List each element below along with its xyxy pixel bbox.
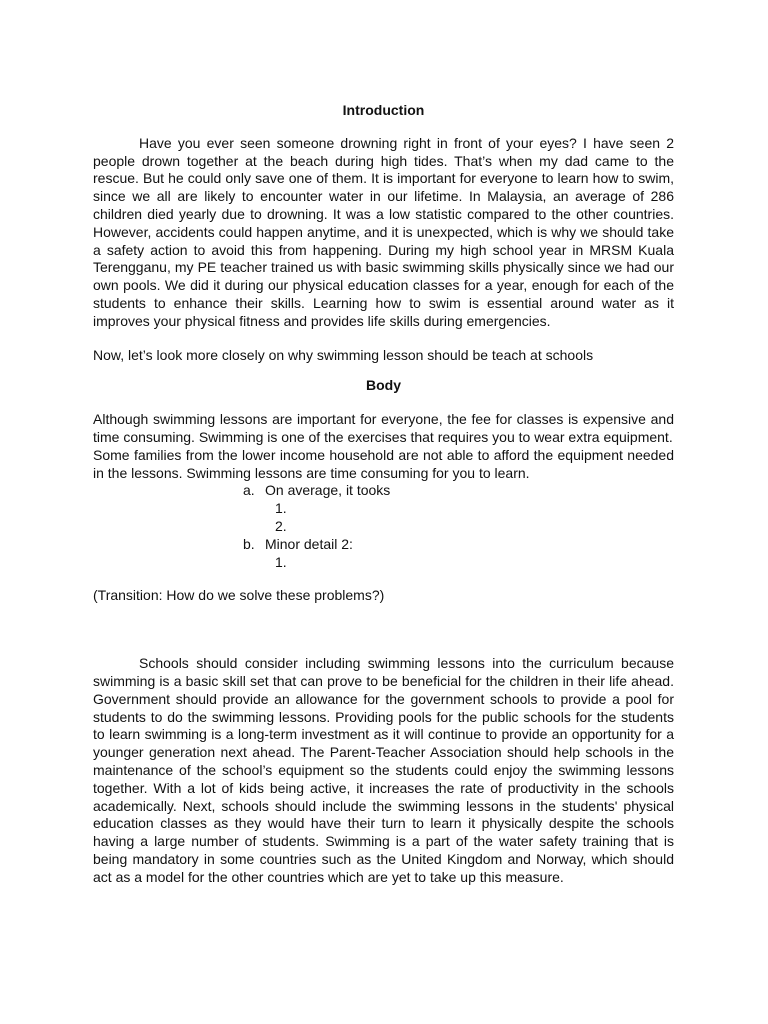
introduction-paragraph: Have you ever seen someone drowning right in front of your eyes? I have seen 2 people drown together at the beach during high tides. That’s when my dad came to the rescue. But he could only save one of them. It is important for everyone to learn how to swim, since we all are likely to encounter water in our lifetime. In Malaysia, an average of 286 children died yearly due to drowning. It was a low statistic compared to the other countries. However, accidents could happen anytime, and it is unexpected, which is why we should take a safety action to avoid this from happening. During my high school year in MRSM Kuala Terengganu, my PE teacher trained us with basic swimming skills physically since we had our own pools. We did it during our physical education classes for a year, enough for each of the students to enhance their skills. Learning how to swim is essential around water as it improves your physical fitness and provides life skills during emergencies. — [93, 134, 674, 329]
body-paragraph-1: Although swimming lessons are important for everyone, the fee for classes is expensive and time consuming. Swimming is one of the exercises that requires you to wear extra equipment. — [93, 411, 674, 445]
document-page — [93, 102, 674, 886]
body-paragraph-3: Schools should consider including swimming lessons into the curriculum because swimming is a basic skill set that can prove to be beneficial for the children in their life ahead. Government should provide an allowance for the government schools to provide a pool for students to do the swimming lessons. Providing pools for the public schools for the students to learn swimming is a long-term investment as it will continue to provide an opportunity for a younger generation next ahead. The Parent-Teacher Association should help schools in the maintenance of the school’s equipment so the students could enjoy the swimming lessons together. With a lot of kids being active, it increases the rate of productivity in the schools academically. Next, schools should include the swimming lessons in the students' physical education classes as they would have their turn to learn it physically despite the schools having a large number of students. Swimming is a part of the water safety training that is being mandatory in some countries such as the United Kingdom and Norway, which should act as a model for the other countries which are yet to take up this measure. — [93, 655, 674, 885]
outline-marker-a: a. — [243, 482, 255, 499]
outline-list — [93, 482, 674, 571]
outline-marker-b1: 1. — [275, 553, 287, 570]
outline-item-b — [93, 536, 674, 554]
outline-text-a: On average, it tooks — [265, 482, 391, 499]
body-heading: Body — [366, 377, 401, 394]
outline-marker-a2: 2. — [275, 517, 287, 534]
outline-marker-b: b. — [243, 535, 255, 552]
outline-subitem-a2 — [93, 518, 674, 536]
thesis-statement: Now, let’s look more closely on why swimming lesson should be teach at schools — [93, 346, 594, 363]
transition-note: (Transition: How do we solve these problems?) — [93, 587, 385, 604]
outline-text-b: Minor detail 2: — [265, 535, 353, 552]
outline-item-a — [93, 482, 674, 500]
body-paragraph-2: Some families from the lower income household are not able to afford the equipment needed in the lessons. Swimming lessons are time consuming for you to learn. — [93, 446, 674, 481]
outline-marker-a1: 1. — [275, 500, 287, 517]
outline-subitem-b1 — [93, 554, 674, 572]
outline-subitem-a1 — [93, 500, 674, 518]
introduction-heading: Introduction — [342, 102, 425, 118]
